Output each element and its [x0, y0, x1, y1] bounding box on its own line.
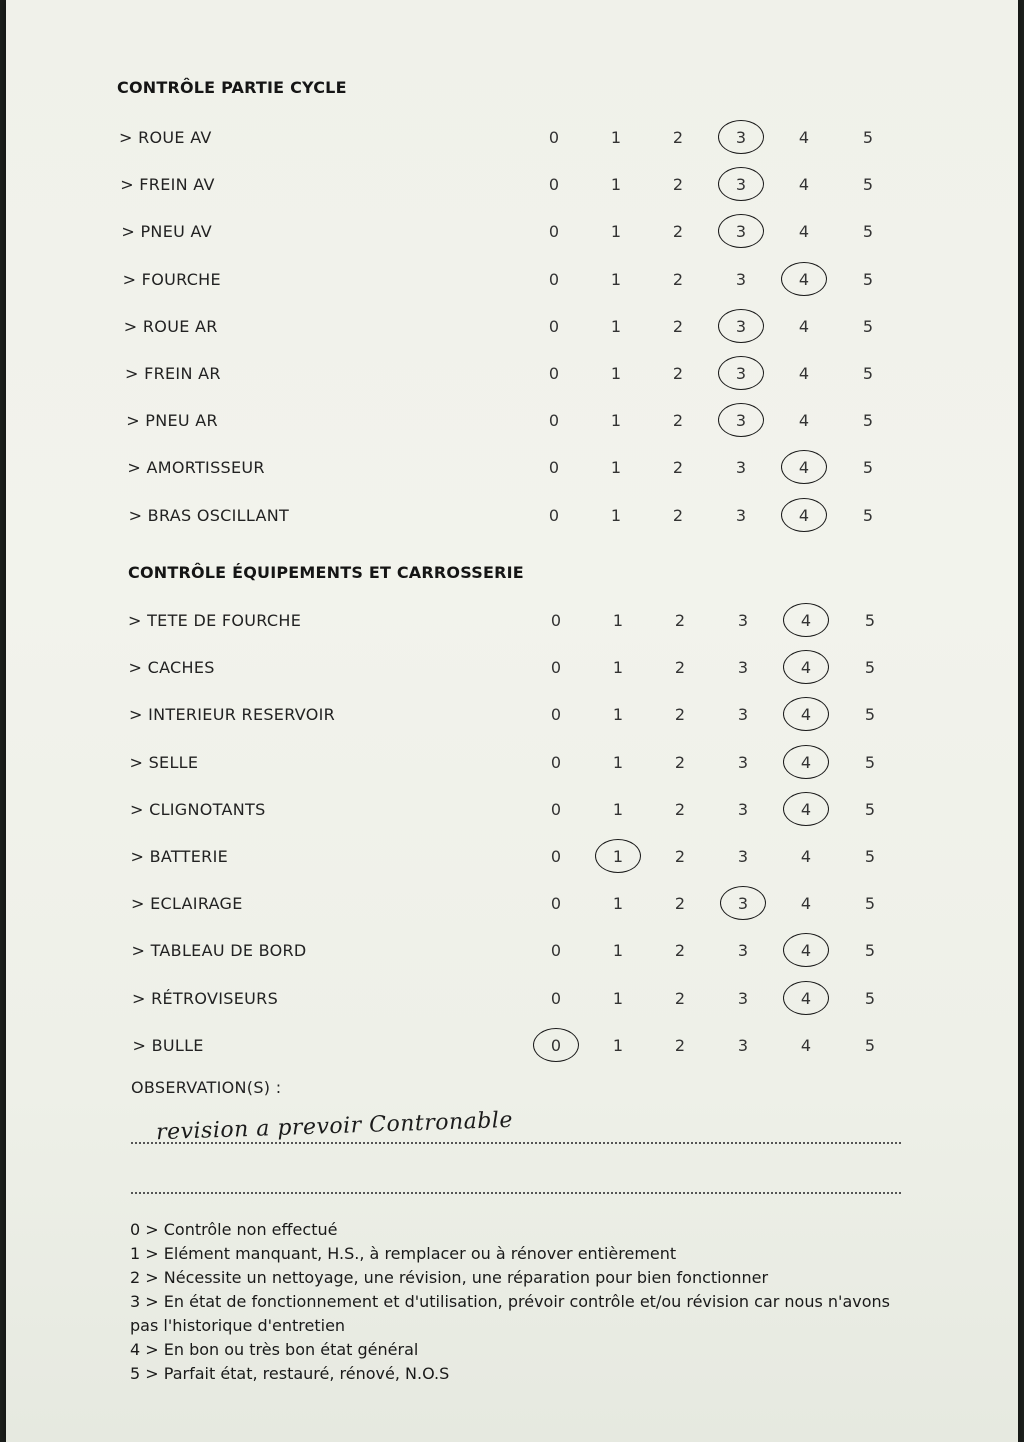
rating-row-label: > BRAS OSCILLANT	[128, 505, 290, 525]
rating-option-0: 0	[550, 658, 562, 678]
rating-row-label: > PNEU AV	[121, 222, 212, 242]
rating-option-4: 4	[800, 705, 812, 725]
rating-option-0: 0	[550, 1035, 562, 1055]
rating-option-4: 4	[800, 752, 812, 772]
rating-option-2: 2	[672, 128, 684, 147]
rating-option-3: 3	[737, 658, 749, 678]
rating-row-label: > TABLEAU DE BORD	[131, 941, 307, 961]
rating-row-label: > TETE DE FOURCHE	[128, 611, 302, 630]
rating-option-1: 1	[612, 658, 624, 678]
section-title: CONTRÔLE ÉQUIPEMENTS ET CARROSSERIE	[128, 563, 524, 582]
rating-option-1: 1	[612, 988, 624, 1008]
rating-option-2: 2	[672, 175, 684, 195]
rating-option-5: 5	[862, 505, 874, 525]
rating-option-5: 5	[862, 458, 874, 478]
rating-option-3: 3	[737, 847, 749, 866]
rating-option-5: 5	[864, 894, 876, 914]
rating-row	[6, 703, 1018, 731]
rating-option-0: 0	[550, 705, 562, 725]
rating-row	[6, 126, 1018, 154]
rating-option-1: 1	[610, 269, 622, 289]
rating-option-5: 5	[864, 941, 876, 961]
rating-option-5: 5	[864, 799, 876, 819]
rating-option-4: 4	[800, 941, 812, 961]
rating-option-2: 2	[674, 705, 686, 725]
rating-option-0: 0	[550, 847, 562, 866]
rating-option-0: 0	[548, 269, 560, 289]
rating-option-4: 4	[800, 988, 812, 1008]
rating-option-1: 1	[612, 611, 624, 630]
legend-item-1: 1 > Elément manquant, H.S., à remplacer ou à rénover entièrement	[130, 1244, 677, 1263]
rating-option-0: 0	[550, 799, 562, 819]
rating-option-3: 3	[737, 799, 749, 819]
rating-option-0: 0	[548, 505, 560, 525]
rating-row-label: > FREIN AV	[120, 175, 215, 195]
rating-row-label: > ROUE AR	[123, 316, 218, 336]
legend-item-2: 2 > Nécessite un nettoyage, une révision, une réparation pour bien fonctionner	[130, 1268, 769, 1287]
rating-option-0: 0	[550, 752, 562, 772]
observations-label: OBSERVATION(S) :	[131, 1078, 282, 1097]
rating-option-4: 4	[798, 411, 810, 431]
rating-option-4: 4	[800, 1035, 812, 1055]
rating-option-3: 3	[737, 611, 749, 630]
rating-row-label: > CLIGNOTANTS	[130, 799, 266, 819]
rating-option-2: 2	[674, 1035, 686, 1055]
rating-option-1: 1	[612, 894, 624, 914]
rating-option-3: 3	[737, 894, 749, 914]
rating-option-0: 0	[548, 175, 560, 195]
rating-option-0: 0	[548, 316, 560, 336]
rating-option-2: 2	[674, 894, 686, 914]
rating-option-5: 5	[862, 128, 874, 147]
rating-option-1: 1	[612, 847, 624, 866]
rating-option-4: 4	[798, 128, 810, 147]
rating-option-1: 1	[612, 941, 624, 961]
rating-option-2: 2	[674, 752, 686, 772]
rating-option-1: 1	[610, 458, 622, 478]
rating-option-5: 5	[864, 988, 876, 1008]
rating-option-0: 0	[550, 611, 562, 630]
rating-option-1: 1	[610, 364, 622, 383]
rating-row	[6, 892, 1018, 920]
rating-option-1: 1	[610, 316, 622, 336]
rating-row	[6, 504, 1018, 532]
rating-option-2: 2	[674, 941, 686, 961]
legend-item-3: 3 > En état de fonctionnement et d'utilisation, prévoir contrôle et/ou révision car nous n'avons pas l'historique d'entretien	[130, 1292, 890, 1335]
rating-row	[6, 173, 1018, 201]
rating-row	[6, 751, 1018, 779]
rating-option-4: 4	[800, 847, 812, 866]
rating-row	[6, 268, 1018, 296]
rating-row-label: > RÉTROVISEURS	[132, 988, 279, 1008]
rating-option-3: 3	[735, 458, 747, 478]
rating-row-label: > SELLE	[129, 752, 199, 772]
rating-option-4: 4	[800, 611, 812, 630]
rating-option-3: 3	[735, 222, 747, 242]
rating-option-3: 3	[735, 175, 747, 195]
rating-option-2: 2	[672, 364, 684, 383]
rating-option-3: 3	[737, 752, 749, 772]
rating-option-5: 5	[864, 611, 876, 630]
rating-option-5: 5	[864, 752, 876, 772]
rating-option-1: 1	[612, 705, 624, 725]
rating-option-2: 2	[672, 222, 684, 242]
rating-option-0: 0	[550, 988, 562, 1008]
rating-option-1: 1	[612, 752, 624, 772]
rating-option-4: 4	[798, 505, 810, 525]
rating-option-3: 3	[735, 128, 747, 147]
rating-row	[6, 456, 1018, 484]
rating-option-3: 3	[737, 988, 749, 1008]
rating-legend	[130, 1218, 910, 1386]
rating-option-1: 1	[610, 222, 622, 242]
rating-option-3: 3	[735, 411, 747, 431]
rating-row-label: > PNEU AR	[126, 411, 218, 431]
rating-option-5: 5	[862, 175, 874, 195]
legend-item-0: 0 > Contrôle non effectué	[130, 1220, 338, 1239]
rating-row-label: > BULLE	[132, 1035, 204, 1055]
rating-row	[6, 315, 1018, 343]
rating-row	[6, 362, 1018, 390]
rating-option-3: 3	[735, 316, 747, 336]
rating-row	[6, 1034, 1018, 1062]
rating-option-5: 5	[862, 269, 874, 289]
rating-option-5: 5	[864, 1035, 876, 1055]
rating-option-0: 0	[548, 458, 560, 478]
legend-item-4: 4 > En bon ou très bon état général	[130, 1340, 419, 1359]
rating-row-label: > INTERIEUR RESERVOIR	[129, 705, 336, 725]
rating-option-4: 4	[798, 222, 810, 242]
rating-option-5: 5	[864, 658, 876, 678]
rating-option-1: 1	[612, 1035, 624, 1055]
rating-row-label: > FREIN AR	[125, 364, 221, 383]
rating-option-0: 0	[548, 222, 560, 242]
rating-option-2: 2	[672, 411, 684, 431]
rating-option-4: 4	[798, 269, 810, 289]
rating-row	[6, 939, 1018, 967]
rating-option-5: 5	[864, 847, 876, 866]
rating-option-4: 4	[798, 364, 810, 383]
rating-option-0: 0	[548, 128, 560, 147]
rating-option-1: 1	[612, 799, 624, 819]
rating-row	[6, 220, 1018, 248]
rating-option-1: 1	[610, 128, 622, 147]
rating-option-1: 1	[610, 175, 622, 195]
legend-item-5: 5 > Parfait état, restauré, rénové, N.O.S	[130, 1364, 450, 1383]
observations-handwritten-note: revision a prevoir Contronable	[155, 1107, 514, 1146]
rating-option-2: 2	[674, 611, 686, 630]
rating-option-5: 5	[862, 222, 874, 242]
rating-option-3: 3	[737, 705, 749, 725]
rating-row-label: > AMORTISSEUR	[127, 458, 265, 478]
section-title: CONTRÔLE PARTIE CYCLE	[117, 78, 347, 97]
rating-option-4: 4	[800, 894, 812, 914]
rating-option-4: 4	[798, 175, 810, 195]
rating-option-2: 2	[672, 316, 684, 336]
rating-option-0: 0	[548, 411, 560, 431]
rating-option-3: 3	[737, 1035, 749, 1055]
rating-option-2: 2	[674, 658, 686, 678]
rating-option-5: 5	[862, 364, 874, 383]
rating-option-5: 5	[864, 705, 876, 725]
rating-option-0: 0	[548, 364, 560, 383]
rating-row-label: > FOURCHE	[122, 269, 221, 289]
rating-option-2: 2	[672, 505, 684, 525]
inspection-sheet	[6, 0, 1018, 1442]
rating-row	[6, 656, 1018, 684]
rating-option-4: 4	[798, 458, 810, 478]
rating-option-2: 2	[674, 847, 686, 866]
rating-option-2: 2	[672, 458, 684, 478]
observations-line-2	[131, 1192, 901, 1194]
rating-row	[6, 798, 1018, 826]
rating-row	[6, 609, 1018, 637]
rating-row-label: > CACHES	[128, 658, 215, 678]
rating-option-4: 4	[798, 316, 810, 336]
rating-option-1: 1	[610, 411, 622, 431]
rating-option-4: 4	[800, 658, 812, 678]
rating-option-0: 0	[550, 941, 562, 961]
rating-option-5: 5	[862, 411, 874, 431]
rating-option-1: 1	[610, 505, 622, 525]
rating-row-label: > ROUE AV	[119, 128, 212, 147]
rating-row-label: > BATTERIE	[130, 847, 228, 866]
rating-option-5: 5	[862, 316, 874, 336]
rating-row-label: > ECLAIRAGE	[131, 894, 243, 914]
rating-option-3: 3	[737, 941, 749, 961]
rating-row	[6, 845, 1018, 873]
observations-line-1	[131, 1142, 901, 1144]
rating-option-3: 3	[735, 364, 747, 383]
rating-option-2: 2	[672, 269, 684, 289]
rating-option-2: 2	[674, 988, 686, 1008]
rating-option-4: 4	[800, 799, 812, 819]
rating-option-3: 3	[735, 505, 747, 525]
rating-option-2: 2	[674, 799, 686, 819]
rating-row	[6, 409, 1018, 437]
rating-row	[6, 987, 1018, 1015]
rating-option-3: 3	[735, 269, 747, 289]
rating-option-0: 0	[550, 894, 562, 914]
